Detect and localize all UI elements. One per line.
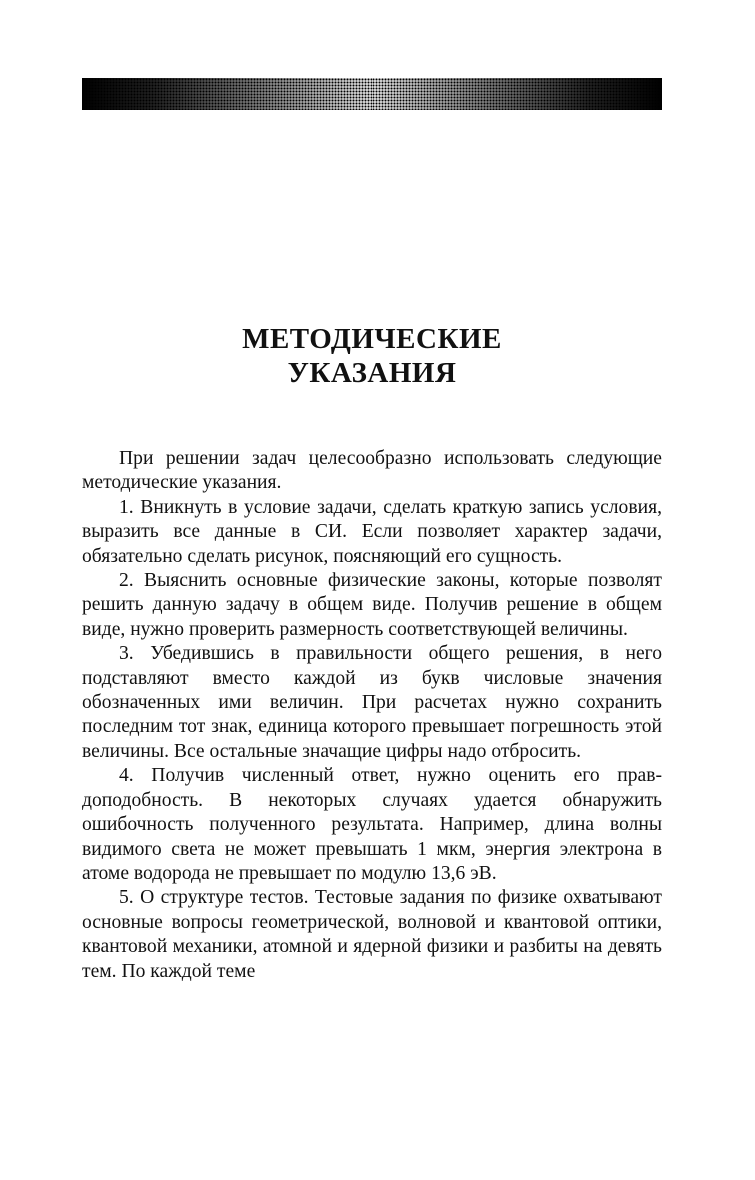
section-title-line-1: МЕТОДИЧЕСКИЕ [242, 323, 502, 355]
paragraph-intro: При решении задач целесообразно использовать следующие методические указания. [82, 448, 662, 494]
header-bar-left-gradient [82, 78, 372, 110]
halftone-header-bar [82, 78, 662, 110]
paragraph-item-5: 5. О структуре тестов. Тестовые задания по физике охватывают основные вопросы геометрической, волновой и квантовой оптики, квантовой механики, атомной и ядерной физики и разбиты на девять тем. По каждой теме [82, 887, 662, 982]
section-title-line-2: УКАЗАНИЯ [287, 357, 457, 389]
section-title [82, 322, 662, 390]
paragraph-item-3: 3. Убедившись в правильности общего решения, в него подставляют вместо каждой из букв числовые значения обозначенных ими величин. При расчетах нужно сохранить последним тот знак, единица которого превышает погрешность этой величины. Все остальные значащие цифры надо отбросить. [82, 643, 662, 762]
paragraph-item-4: 4. Получив численный ответ, нужно оценить его правдоподобность. В некоторых случаях удается обнаружить ошибочность полученного результата. Например, длина волны видимого света не может превышать 1 мкм, энергия электрона в атоме водорода не превышает по модулю 13,6 эВ. [82, 765, 662, 884]
body-text [82, 447, 662, 984]
paragraph-item-1: 1. Вникнуть в условие задачи, сделать краткую запись условия, выразить все данные в СИ. Если позволяет характер задачи, обязательно сделать рисунок, поясняющий его сущность. [82, 496, 662, 567]
header-bar-right-gradient [372, 78, 662, 110]
paragraph-item-2: 2. Выяснить основные физические законы, которые позволят решить данную задачу в общем виде. Получив решение в общем виде, нужно проверить размерность соответствующей величины. [82, 570, 662, 640]
